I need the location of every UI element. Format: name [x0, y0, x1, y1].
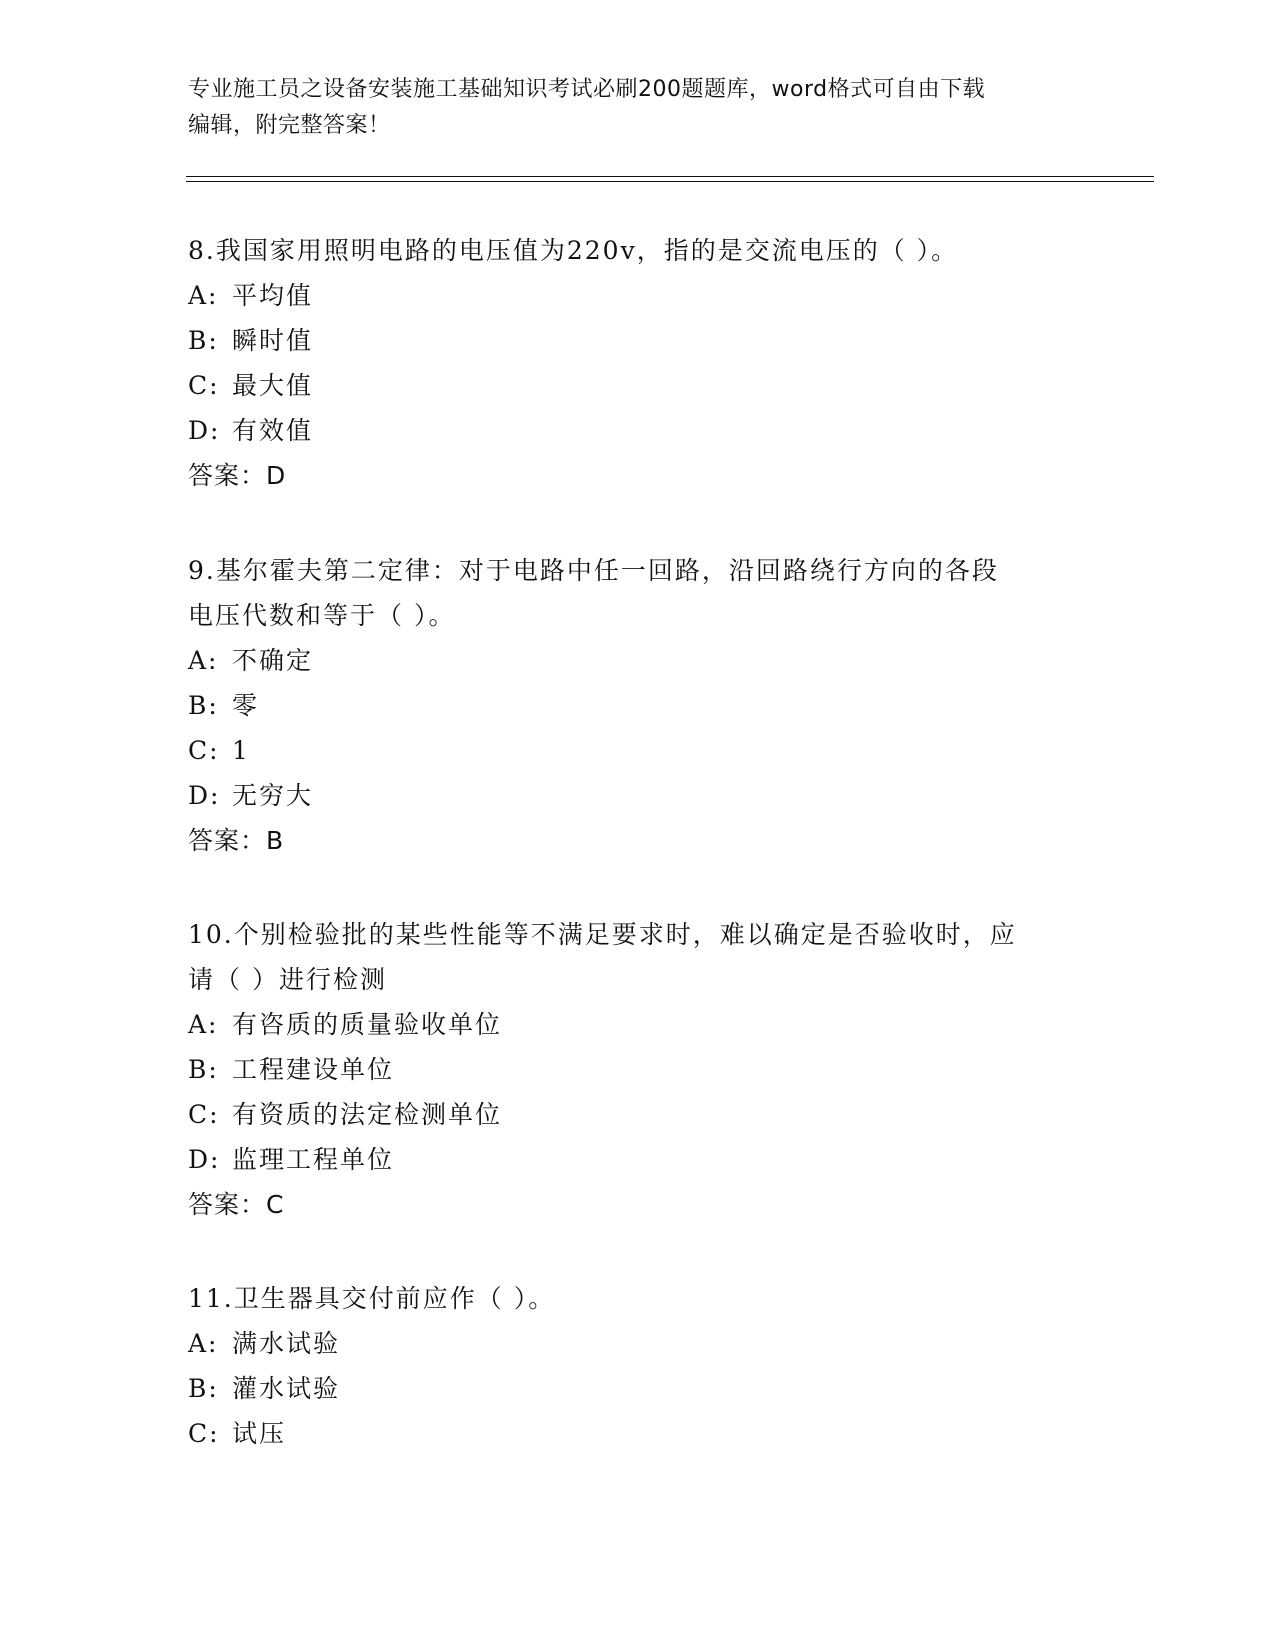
- question-11: [188, 1276, 1088, 1456]
- option-b: [188, 1047, 1088, 1092]
- question-stem-line-1: 10.个别检验批的某些性能等不满足要求时，难以确定是否验收时，应: [188, 920, 1017, 949]
- option-d: [188, 773, 1088, 818]
- document-header: [188, 72, 1088, 144]
- header-line-1: 专业施工员之设备安装施工基础知识考试必刷200题题库，word格式可自由下载: [188, 77, 986, 102]
- option-text: 1: [232, 736, 250, 765]
- option-b: [188, 683, 1088, 728]
- question-stem: 8.我国家用照明电路的电压值为220v，指的是交流电压的（ ）。: [188, 236, 959, 265]
- option-text: 有资质的法定检测单位: [232, 1100, 503, 1129]
- option-label: C:: [188, 1100, 220, 1129]
- question-stem-line-1: 9.基尔霍夫第二定律：对于电路中任一回路，沿回路绕行方向的各段: [188, 556, 999, 585]
- option-label: D:: [188, 781, 221, 810]
- option-d: [188, 1137, 1088, 1182]
- option-label: D:: [188, 1145, 221, 1174]
- option-text: 满水试验: [232, 1329, 341, 1358]
- option-label: A:: [188, 1010, 219, 1039]
- option-text: 无穷大: [232, 781, 314, 810]
- option-b: [188, 318, 1088, 363]
- question-stem-line-2: 电压代数和等于（ ）。: [188, 601, 456, 630]
- option-c: [188, 1092, 1088, 1137]
- option-label: B:: [188, 326, 219, 355]
- option-c: [188, 728, 1088, 773]
- option-label: B:: [188, 1374, 219, 1403]
- option-b: [188, 1366, 1088, 1411]
- option-text: 最大值: [232, 371, 314, 400]
- option-a: [188, 638, 1088, 683]
- option-c: [188, 363, 1088, 408]
- option-label: A:: [188, 1329, 219, 1358]
- answer-line: 答案：D: [188, 461, 287, 490]
- option-label: A:: [188, 646, 219, 675]
- option-label: C:: [188, 736, 220, 765]
- option-c: [188, 1411, 1088, 1456]
- option-label: B:: [188, 691, 219, 720]
- header-divider-top: [186, 176, 1154, 177]
- option-text: 工程建设单位: [232, 1055, 395, 1084]
- option-text: 试压: [232, 1419, 287, 1448]
- option-text: 有效值: [232, 416, 314, 445]
- header-line-2: 编辑，附完整答案！: [188, 113, 391, 138]
- option-text: 有咨质的质量验收单位: [232, 1010, 503, 1039]
- option-label: C:: [188, 371, 220, 400]
- question-stem-line-2: 请（ ）进行检测: [188, 965, 387, 994]
- option-a: [188, 1002, 1088, 1047]
- option-text: 不确定: [232, 646, 314, 675]
- question-9: [188, 548, 1088, 863]
- option-text: 灌水试验: [232, 1374, 341, 1403]
- header-divider-bottom: [186, 181, 1154, 182]
- answer-line: 答案：C: [188, 1190, 285, 1219]
- question-stem: 11.卫生器具交付前应作（ ）。: [188, 1284, 556, 1313]
- option-text: 监理工程单位: [232, 1145, 395, 1174]
- option-text: 平均值: [232, 281, 314, 310]
- question-8: [188, 228, 1088, 498]
- option-a: [188, 273, 1088, 318]
- option-label: C:: [188, 1419, 220, 1448]
- answer-line: 答案：B: [188, 826, 285, 855]
- option-label: B:: [188, 1055, 219, 1084]
- option-text: 瞬时值: [232, 326, 314, 355]
- option-label: D:: [188, 416, 221, 445]
- option-a: [188, 1321, 1088, 1366]
- option-label: A:: [188, 281, 219, 310]
- option-text: 零: [232, 691, 260, 720]
- option-d: [188, 408, 1088, 453]
- question-10: [188, 912, 1088, 1227]
